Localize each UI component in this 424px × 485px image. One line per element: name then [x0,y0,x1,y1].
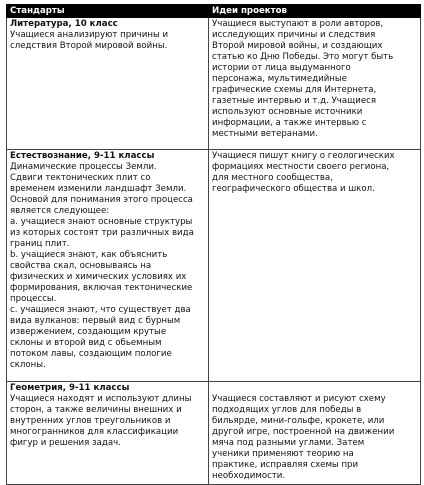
idea-cell [209,382,421,485]
table-row [7,382,421,485]
standard-cell [7,18,209,150]
standard-text: Динамические процессы Земли. Сдвиги тектонических плит со временем изменили ландшафт Земли. Основой для понимания этого процесса является следующее: a. учащиеся знают основные структуры из которых состоят три различных вида границ плит. b. учащиеся знают, как объяснить свойства скал, основываясь на физических и химических условиях их формирования, включая тектонические процессы. с. учащиеся знают, что существует два вида вулканов: первый вид с бурным извержением, создающим крутые склоны и второй вид с обьемным потоком лавы, создающим пологие склоны. [10,162,194,370]
header-row [7,5,421,18]
idea-text: Учащиеся выступают в роли авторов, исследующих причины и следствия Второй мировой войны, и создающих статью ко Дню Победы. Это могут быть истории от лица выдуманного персонажа, мультимедийные графические схемы для Интернета, газетные интервью и т.д. Учащиеся используют основные источники информации, а также интервью с местными ветеранами. [212,19,394,139]
standard-cell [7,150,209,382]
header-project-ideas: Идеи проектов [209,5,421,18]
idea-cell [209,150,421,382]
idea-text: Учащиеся составляют и рисуют схему подходящих углов для победы в бильярде, мини-гольфе, крокете, или другой игре, построенной на движении мяча под разными углами. Затем ученики применяют теорию на практике, исправляя схемы при необходимости. [212,394,395,481]
subject-title: Геометрия, 9-11 классы [10,383,130,393]
standard-text: Учащиеся анализируют причины и следствия Второй мировой войны. [10,30,169,51]
table-row [7,18,421,150]
table-row [7,150,421,382]
idea-text: Учащиеся пишут книгу о геологических формациях местности своего региона, для местного сообщества, географического общества и школ. [212,151,395,194]
idea-cell [209,18,421,150]
standard-text: Учащиеся находят и используют длины сторон, а также величины внешних и внутренних углов треугольников и многогранников для классификации фигур и решения задач. [10,394,192,448]
standards-table [6,4,421,485]
subject-title: Естествознание, 9-11 классы [10,151,155,161]
subject-title: Литература, 10 класс [10,19,118,29]
standard-cell [7,382,209,485]
header-standards: Стандарты [7,5,209,18]
